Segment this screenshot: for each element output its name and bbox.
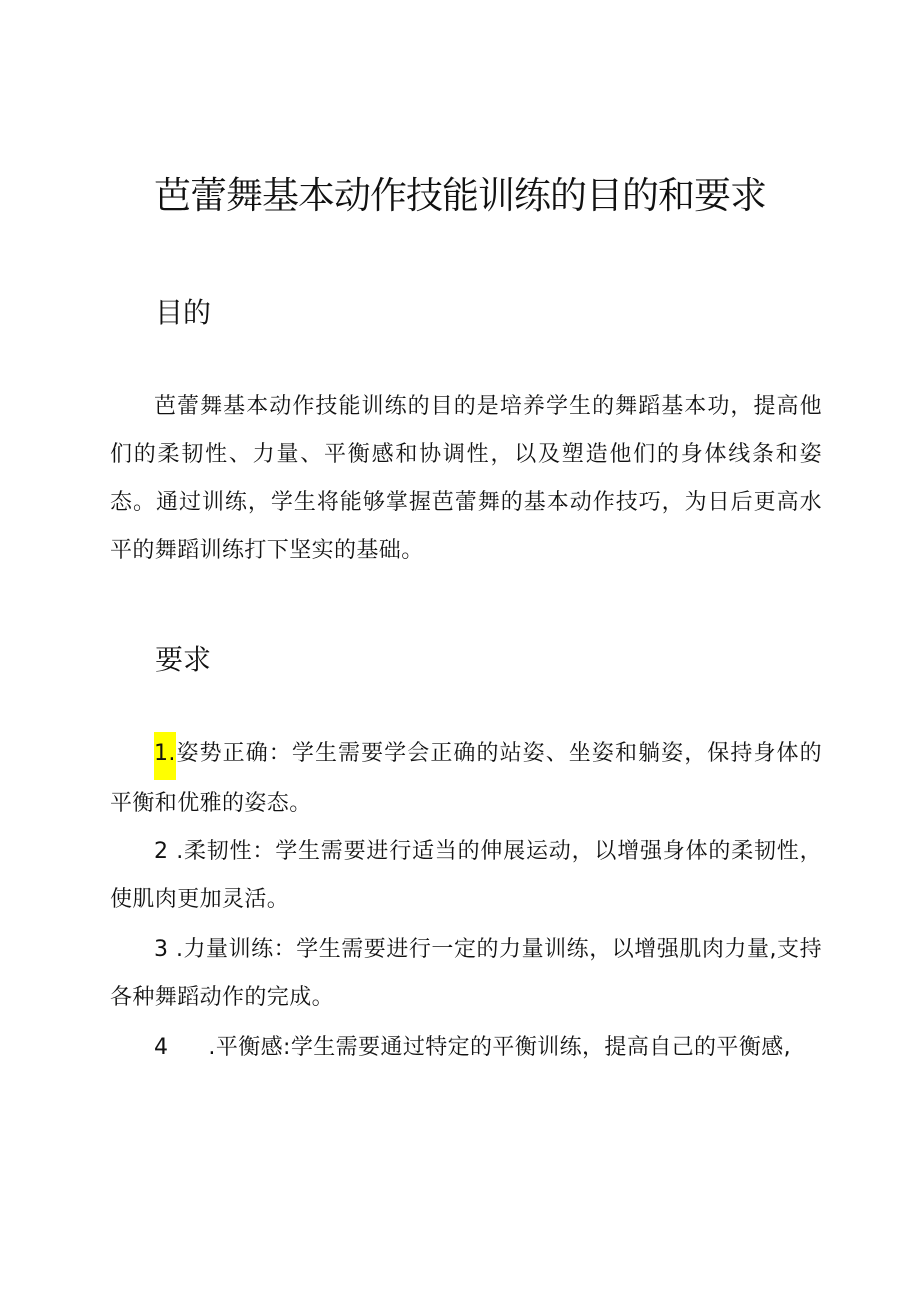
requirement-separator: . <box>168 839 184 864</box>
purpose-paragraph: 芭蕾舞基本动作技能训练的目的是培养学生的舞蹈基本功，提高他们的柔韧性、力量、平衡感和协调性，以及塑造他们的身体线条和姿态。通过训练，学生将能够掌握芭蕾舞的基本动作技巧，为日后更高水平的舞蹈训练打下坚实的基础。 <box>110 394 822 563</box>
requirement-number: 3 <box>154 937 169 962</box>
requirement-text: 姿势正确：学生需要学会正确的站姿、坐姿和躺姿，保持身体的平衡和优雅的姿态。 <box>110 741 822 816</box>
requirement-separator: . <box>168 937 184 962</box>
requirement-text: 平衡感:学生需要通过特定的平衡训练，提高自己的平衡感, <box>215 1035 792 1060</box>
requirement-item-2 <box>110 828 822 924</box>
requirement-number: 2 <box>154 839 169 864</box>
document-title: 芭蕾舞基本动作技能训练的目的和要求 <box>154 174 766 217</box>
requirement-number: 4 <box>154 1035 169 1060</box>
requirement-item-1 <box>110 730 822 828</box>
section-heading-requirements: 要求 <box>155 643 212 676</box>
requirement-item-4 <box>110 1024 822 1072</box>
requirement-text: 柔韧性：学生需要进行适当的伸展运动，以增强身体的柔韧性，使肌肉更加灵活。 <box>110 839 822 912</box>
requirement-item-3 <box>110 926 822 1022</box>
requirement-number-highlighted: 1. <box>154 732 176 780</box>
requirement-separator: . <box>208 1035 216 1060</box>
section-heading-purpose: 目的 <box>155 296 212 329</box>
requirement-text: 力量训练：学生需要进行一定的力量训练，以增强肌肉力量,支持各种舞蹈动作的完成。 <box>110 937 822 1010</box>
